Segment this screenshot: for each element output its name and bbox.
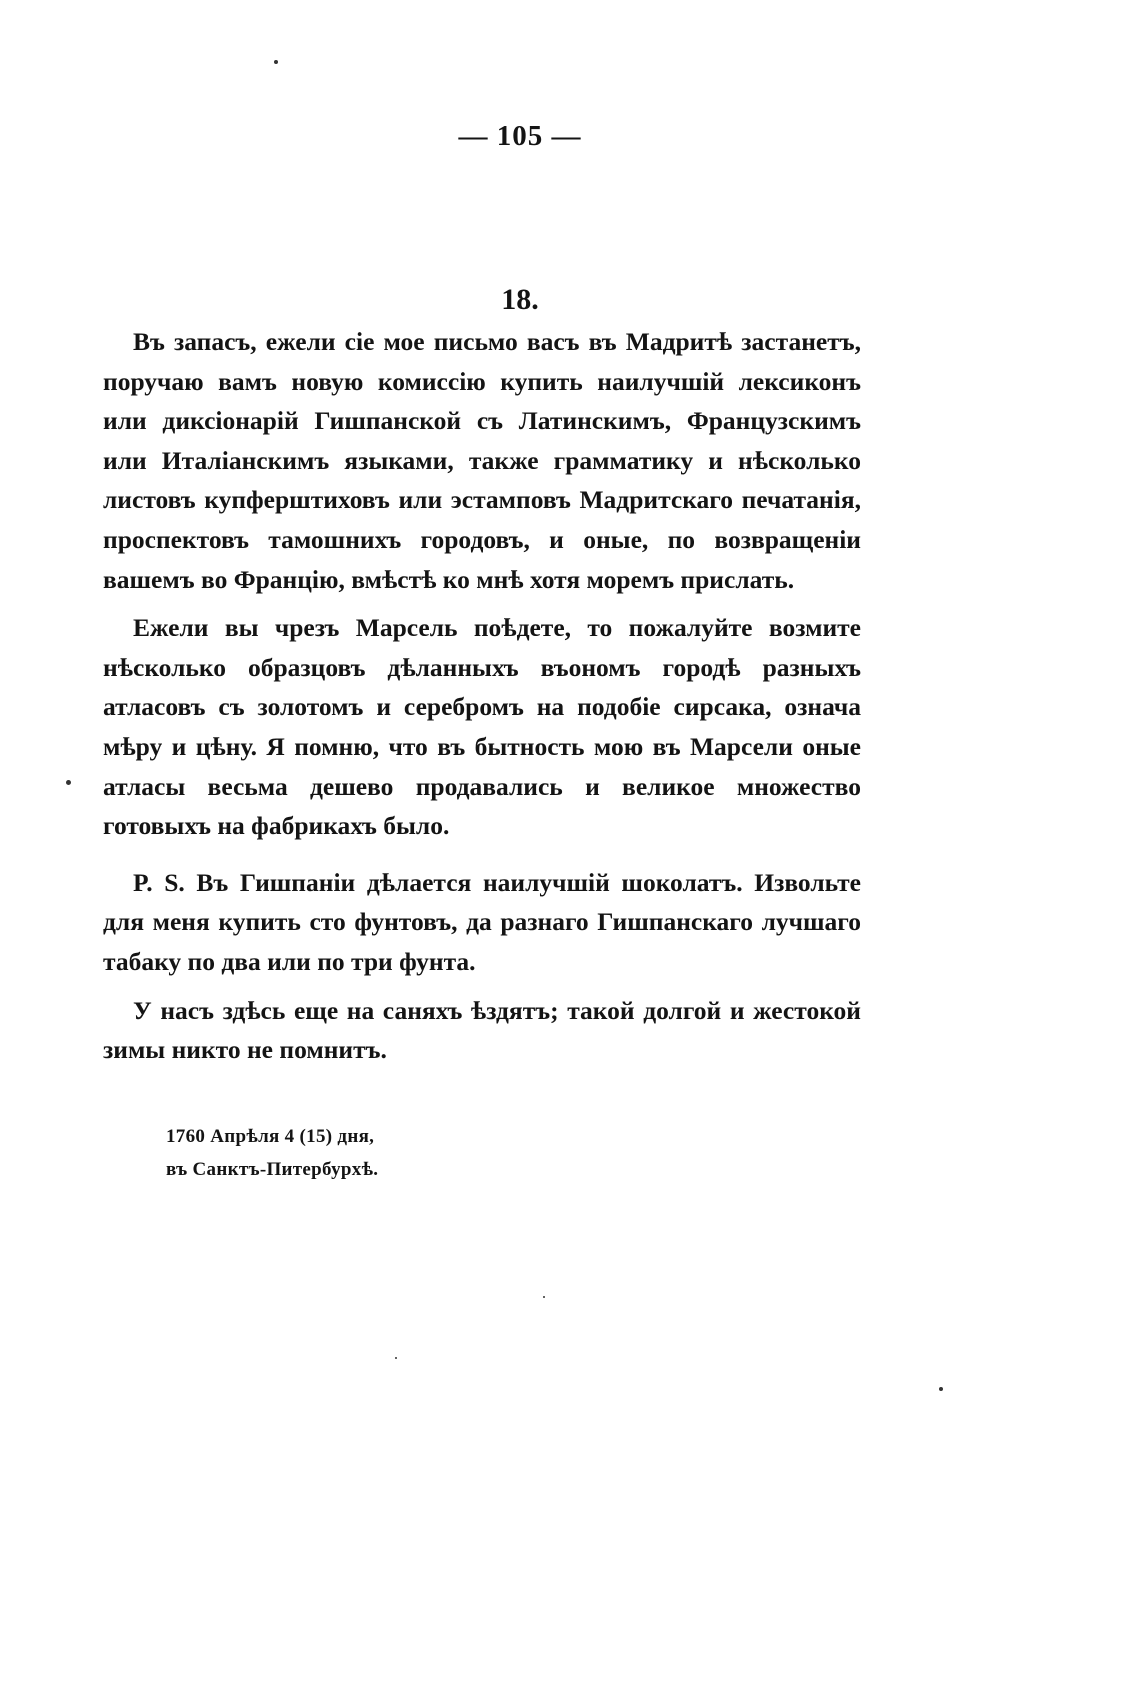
paragraph-postscript: P. S. Въ Гишпаніи дѣлается наилучшій шоколатъ. Извольте для меня купить сто фунтовъ, да разнаго Гишпанскаго лучшаго табаку по два или по три фунта. [103, 867, 861, 976]
signature-place: въ Санктъ-Питербурхѣ. [166, 1159, 379, 1180]
scan-speck [939, 1387, 943, 1391]
signature-date: 1760 Апрѣля 4 (15) дня, [166, 1126, 375, 1147]
scan-speck [543, 1296, 545, 1298]
letter-number: 18. [501, 283, 539, 316]
paragraph-winter: У насъ здѣсь еще на саняхъ ѣздятъ; такой долгой и жестокой зимы никто не помнитъ. [103, 995, 861, 1065]
scan-speck [395, 1357, 397, 1359]
paragraph-commission: Въ запасъ, ежели сіе мое письмо васъ въ Мадритѣ застанетъ, поручаю вамъ новую комиссію купить наилучшій лексиконъ или диксіонарій Гишпанской съ Латинскимъ, Французскимъ или Италіанскимъ языками, также грамматику и нѣсколько листовъ купферштиховъ или эстамповъ Мадритскаго печатанія, проспектовъ тамошнихъ городовъ, и оные, по возвращеніи вашемъ во Францію, вмѣстѣ ко мнѣ хотя моремъ прислать. [103, 327, 861, 594]
letter-body [103, 322, 861, 1070]
scan-speck [274, 60, 278, 64]
scan-speck [66, 780, 71, 785]
page-number: — 105 — [458, 120, 582, 152]
letter-signature [166, 1120, 378, 1186]
paragraph-marseille: Ежели вы чрезъ Марсель поѣдете, то пожалуйте возмите нѣсколько образцовъ дѣланныхъ въономъ городѣ разныхъ атласовъ съ золотомъ и серебромъ на подобіе сирсака, означа мѣру и цѣну. Я помню, что въ бытность мою въ Марсели оные атласы весьма дешево продавались и великое множество готовыхъ на фабрикахъ было. [103, 613, 861, 841]
